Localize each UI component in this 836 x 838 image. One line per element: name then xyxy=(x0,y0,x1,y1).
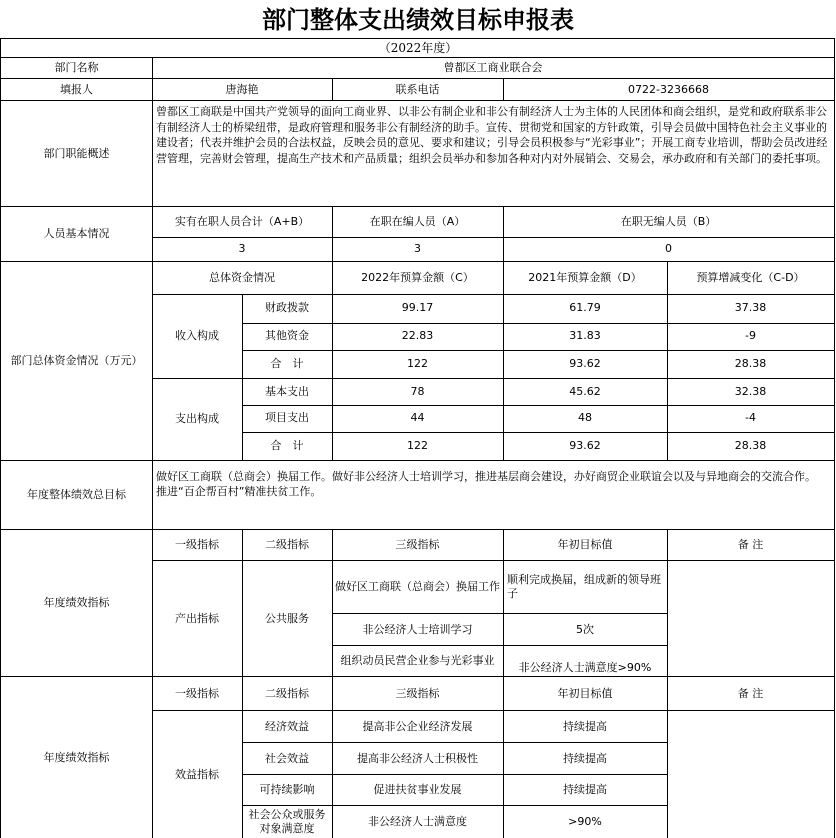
expense-row-2021: 48 xyxy=(578,411,592,424)
phone-value: 0722-3236668 xyxy=(628,82,709,96)
perf1-level2: 公共服务 xyxy=(265,611,309,625)
expense-row-change: 32.38 xyxy=(734,385,767,398)
expense-row-name: 基本支出 xyxy=(265,385,309,398)
form-year: （2022年度） xyxy=(378,41,458,55)
income-row-name: 合 计 xyxy=(270,356,304,370)
perf2-row-target: 持续提高 xyxy=(563,719,607,733)
income-row-change: -9 xyxy=(745,329,756,342)
staff-label: 人员基本情况 xyxy=(43,227,110,240)
perf2-row-target: >90% xyxy=(568,815,602,828)
perf2-row-level3: 提高非公企业经济发展 xyxy=(362,719,473,733)
perf2-label: 年度绩效指标 xyxy=(43,750,110,764)
expense-row-change: 28.38 xyxy=(734,439,767,452)
funds-label: 部门总体资金情况（万元） xyxy=(10,354,143,367)
perf2-row-level2: 社会效益 xyxy=(265,751,309,765)
expense-row-2022: 44 xyxy=(410,411,425,424)
perf1-h-target: 年初目标值 xyxy=(557,538,613,551)
perf2-level1: 效益指标 xyxy=(175,767,219,781)
annual-goal-text xyxy=(152,461,834,529)
income-row-change: 28.38 xyxy=(734,356,767,370)
perf2-row-level2: 社会公众或服务对象满意度 xyxy=(248,808,326,835)
perf2-row-level3: 促进扶贫事业发展 xyxy=(373,783,462,796)
perf2-h-target: 年初目标值 xyxy=(557,686,613,700)
staff-b-header: 在职无编人员（B） xyxy=(620,215,717,228)
expense-row-2022: 78 xyxy=(410,385,425,398)
function-label: 部门职能概述 xyxy=(43,146,110,160)
dept-name-label: 部门名称 xyxy=(54,61,99,74)
staff-a-header: 在职在编人员（A） xyxy=(369,215,466,228)
staff-total-header: 实有在职人员合计（A+B） xyxy=(174,215,310,228)
income-row-2021: 61.79 xyxy=(569,301,601,314)
expense-label: 支出构成 xyxy=(175,412,219,425)
function-text: 曾都区工商联是中国共产党领导的面向工商业界、以非公有制企业和非公有制经济人士为主体的人民团体和商会组织，是党和政府联系非公有制经济人士的桥梁纽带，是政府管理和服务非公有制经济的助手。宣传、贯彻党和国家的方针政策，引导会员做中国特色社会主义事业的建设者；代表并维护会员的合法权益，反映会员的意见、要求和建议；引导会员积极参与“光彩事业”；开展工商专业培训，帮助会员改进经营管理，完善财会管理，提高生产技术和产品质量；组织会员举办和参加各种对内对外展销会、交易会，承办政府和有关部门的委托事项。 xyxy=(156,105,828,165)
form-title: 部门整体支出绩效目标申报表 xyxy=(262,5,574,34)
reporter-label: 填报人 xyxy=(60,82,93,96)
income-row-2021: 93.62 xyxy=(569,356,601,370)
perf2-h-level3: 三级指标 xyxy=(395,686,440,700)
staff-total-value: 3 xyxy=(238,242,246,255)
perf2-row-level2: 经济效益 xyxy=(265,719,309,733)
staff-a-value: 3 xyxy=(414,242,421,255)
dept-name-value: 曾都区工商业联合会 xyxy=(443,61,543,74)
expense-row-name: 项目支出 xyxy=(265,411,309,424)
staff-b-value: 0 xyxy=(665,242,672,255)
expense-row-2021: 45.62 xyxy=(569,385,601,398)
funds-change-header: 预算增减变化（C-D） xyxy=(696,271,805,284)
phone-label: 联系电话 xyxy=(395,82,440,96)
grid-line xyxy=(0,38,835,39)
funds-overall-header: 总体资金情况 xyxy=(209,271,275,284)
perf2-h-level1: 一级指标 xyxy=(175,686,219,700)
income-label: 收入构成 xyxy=(175,329,219,342)
perf1-row2-level3: 非公经济人士培训学习 xyxy=(362,622,473,636)
income-row-name: 其他资金 xyxy=(265,329,309,342)
expense-row-2021: 93.62 xyxy=(569,439,601,452)
perf1-row2-target: 5次 xyxy=(576,622,594,636)
perf2-h-remark: 备 注 xyxy=(737,686,764,700)
perf1-row1-target: 顺利完成换届，组成新的领导班子 xyxy=(507,573,661,600)
perf1-row3-target: 非公经济人士满意度>90% xyxy=(518,661,652,674)
perf1-row3-level3: 组织动员民营企业参与光彩事业 xyxy=(340,654,495,667)
perf2-row-target: 持续提高 xyxy=(563,783,607,796)
funds-2022-header: 2022年预算金额（C） xyxy=(361,271,474,284)
income-row-2022: 22.83 xyxy=(401,329,434,342)
perf1-h-level1: 一级指标 xyxy=(175,538,219,551)
income-row-2022: 122 xyxy=(407,356,428,370)
perf1-h-remark: 备 注 xyxy=(737,538,764,551)
perf1-row1-level3: 做好区工商联（总商会）换届工作 xyxy=(335,580,500,593)
perf1-label: 年度绩效指标 xyxy=(43,596,110,609)
reporter-value: 唐海艳 xyxy=(225,82,259,96)
grid-line xyxy=(834,38,835,838)
perf1-level1: 产出指标 xyxy=(175,611,219,625)
expense-row-2022: 122 xyxy=(407,439,428,452)
annual-goal-label: 年度整体绩效总目标 xyxy=(27,488,126,501)
annual-goal-line-1: 做好区工商联（总商会）换届工作。做好非公经济人士培训学习，推进基层商会建设，办好商贸企业联谊会以及与异地商会的交流合作。 xyxy=(156,470,816,483)
expense-row-name: 合 计 xyxy=(270,439,304,452)
perf2-row-target: 持续提高 xyxy=(563,751,607,765)
perf2-h-level2: 二级指标 xyxy=(265,686,309,700)
funds-2021-header: 2021年预算金额（D） xyxy=(528,271,642,284)
income-row-2021: 31.83 xyxy=(569,329,601,342)
income-row-name: 财政拨款 xyxy=(265,301,309,314)
income-row-2022: 99.17 xyxy=(401,301,434,314)
perf2-row-level3: 非公经济人士满意度 xyxy=(368,815,467,828)
income-row-change: 37.38 xyxy=(734,301,767,314)
perf2-row-level3: 提高非公经济人士积极性 xyxy=(357,751,478,765)
perf1-h-level2: 二级指标 xyxy=(265,538,309,551)
perf1-h-level3: 三级指标 xyxy=(395,538,440,551)
perf2-row-level2: 可持续影响 xyxy=(259,783,315,796)
expense-row-change: -4 xyxy=(745,411,756,424)
annual-goal-line-2: 推进“百企帮百村”精准扶贫工作。 xyxy=(156,485,322,498)
